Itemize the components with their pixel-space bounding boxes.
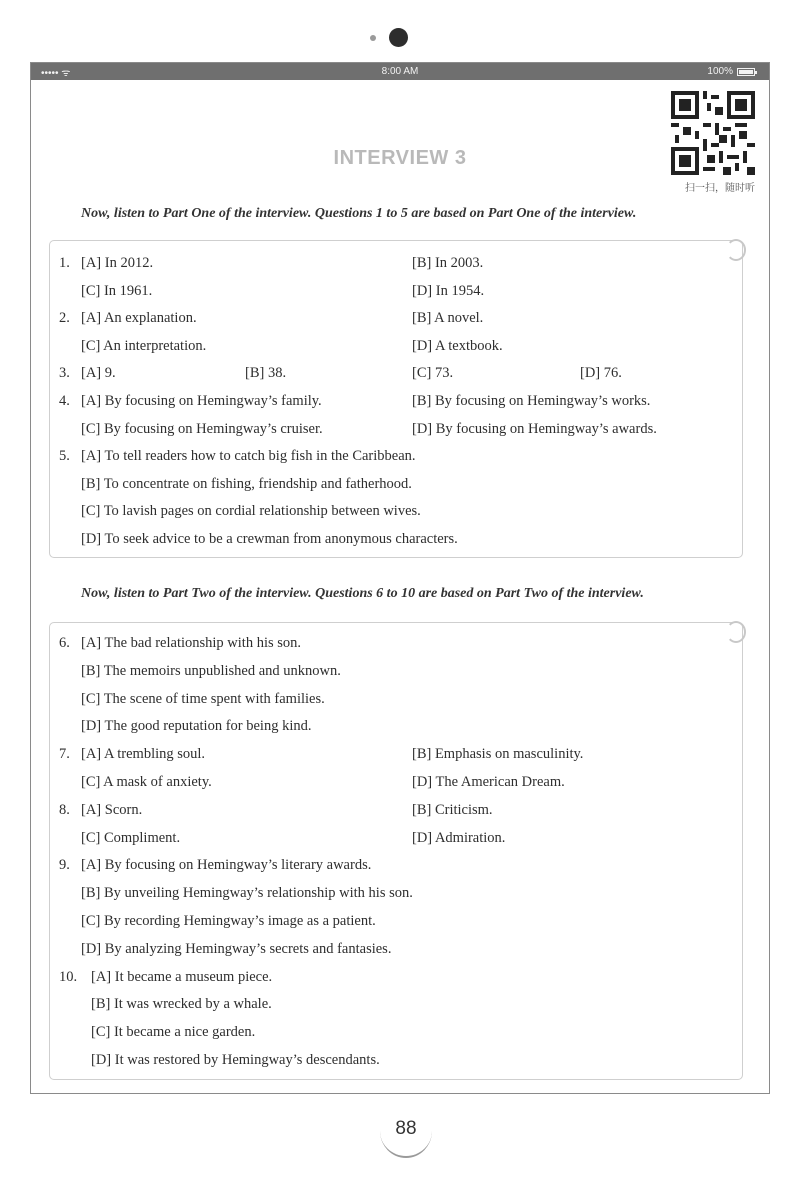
answer-option[interactable]: [A] 9. <box>81 365 116 382</box>
qr-code-block[interactable] <box>671 91 755 194</box>
answer-option[interactable]: [A] An explanation. <box>81 310 197 327</box>
status-time: 8:00 AM <box>381 66 419 77</box>
answer-option[interactable]: [A] It became a museum piece. <box>91 968 273 985</box>
answer-option[interactable]: [A] The bad relationship with his son. <box>81 635 302 651</box>
status-bar <box>31 63 769 80</box>
ring-binder-icon <box>726 621 746 643</box>
question-number: 10. <box>59 968 78 985</box>
answer-option[interactable]: [D] By analyzing Hemingway’s secrets and fantasies. <box>81 940 392 957</box>
answer-option[interactable]: [D] The good reputation for being kind. <box>81 718 312 735</box>
answer-option[interactable]: [D] Admiration. <box>412 829 506 846</box>
battery-icon <box>737 68 755 76</box>
answer-option[interactable]: [B] It was wrecked by a whale. <box>91 996 272 1013</box>
answer-option[interactable]: [D] In 1954. <box>412 282 485 299</box>
answer-option[interactable]: [C] Compliment. <box>81 829 181 846</box>
answer-option[interactable]: [B] By focusing on Hemingway’s works. <box>412 393 651 409</box>
question-number: 8. <box>59 801 70 818</box>
front-camera <box>364 26 414 50</box>
tablet-screen <box>30 62 770 1094</box>
page-number-text: 88 <box>395 1118 417 1139</box>
answer-option[interactable]: [A] By focusing on Hemingway’s family. <box>81 393 322 409</box>
answer-option[interactable]: [B] Criticism. <box>412 801 493 818</box>
signal-wifi-icon: ••••• ᯤ <box>41 68 71 79</box>
answer-option[interactable]: [C] 73. <box>412 365 454 382</box>
question-number: 6. <box>59 635 70 651</box>
battery-percent: 100% <box>707 66 733 77</box>
answer-option[interactable]: [B] To concentrate on fishing, friendship and fatherhood. <box>81 475 412 492</box>
answer-option[interactable]: [B] By unveiling Hemingway’s relationship with his son. <box>81 885 413 902</box>
question-number: 4. <box>59 393 70 409</box>
qr-code-icon[interactable] <box>671 91 755 175</box>
question-number: 9. <box>59 857 70 874</box>
answer-option[interactable]: [C] An interpretation. <box>81 337 207 354</box>
answer-option[interactable]: [A] By focusing on Hemingway’s literary awards. <box>81 857 372 874</box>
answer-option[interactable]: [C] To lavish pages on cordial relationship between wives. <box>81 503 421 520</box>
answer-option[interactable]: [D] The American Dream. <box>412 774 565 790</box>
answer-option[interactable]: [D] It was restored by Hemingway’s descendants. <box>91 1052 380 1068</box>
qr-caption: 扫一扫，随时听 <box>685 183 755 194</box>
answer-option[interactable]: [B] In 2003. <box>412 255 484 271</box>
camera-sensor <box>370 35 376 41</box>
question-number: 7. <box>59 746 70 763</box>
answer-option[interactable]: [A] To tell readers how to catch big fish in the Caribbean. <box>81 448 416 465</box>
battery-indicator <box>707 66 755 77</box>
answer-option[interactable]: [B] Emphasis on masculinity. <box>412 746 584 763</box>
answer-option[interactable]: [D] A textbook. <box>412 337 503 354</box>
answer-option[interactable]: [B] 38. <box>245 365 287 382</box>
answer-option[interactable]: [A] A trembling soul. <box>81 746 206 763</box>
question-number: 3. <box>59 365 70 382</box>
part-one-instruction: Now, listen to Part One of the interview. Questions 1 to 5 are based on Part One of the interview. <box>81 206 637 221</box>
page-title: INTERVIEW 3 <box>333 147 467 169</box>
answer-option[interactable]: [D] To seek advice to be a crewman from anonymous characters. <box>81 531 458 547</box>
question-number: 5. <box>59 448 70 465</box>
answer-option[interactable]: [C] It became a nice garden. <box>91 1024 256 1041</box>
answer-option[interactable]: [C] A mask of anxiety. <box>81 774 212 790</box>
answer-option[interactable]: [B] A novel. <box>412 310 484 327</box>
camera-lens <box>389 28 408 47</box>
answer-option[interactable]: [C] By focusing on Hemingway’s cruiser. <box>81 420 323 437</box>
question-number: 2. <box>59 310 70 327</box>
page-number <box>378 1104 434 1156</box>
answer-option[interactable]: [C] By recording Hemingway’s image as a patient. <box>81 913 376 929</box>
answer-option[interactable]: [A] In 2012. <box>81 255 154 271</box>
answer-option[interactable]: [D] By focusing on Hemingway’s awards. <box>412 420 657 437</box>
answer-option[interactable]: [C] In 1961. <box>81 282 153 299</box>
question-number: 1. <box>59 255 70 271</box>
answer-option[interactable]: [C] The scene of time spent with families. <box>81 690 325 707</box>
ring-binder-icon <box>726 239 746 261</box>
answer-option[interactable]: [A] Scorn. <box>81 801 143 818</box>
answer-option[interactable]: [D] 76. <box>580 365 622 382</box>
part-two-instruction: Now, listen to Part Two of the interview. Questions 6 to 10 are based on Part Two of the interview. <box>81 586 644 601</box>
answer-option[interactable]: [B] The memoirs unpublished and unknown. <box>81 662 341 679</box>
